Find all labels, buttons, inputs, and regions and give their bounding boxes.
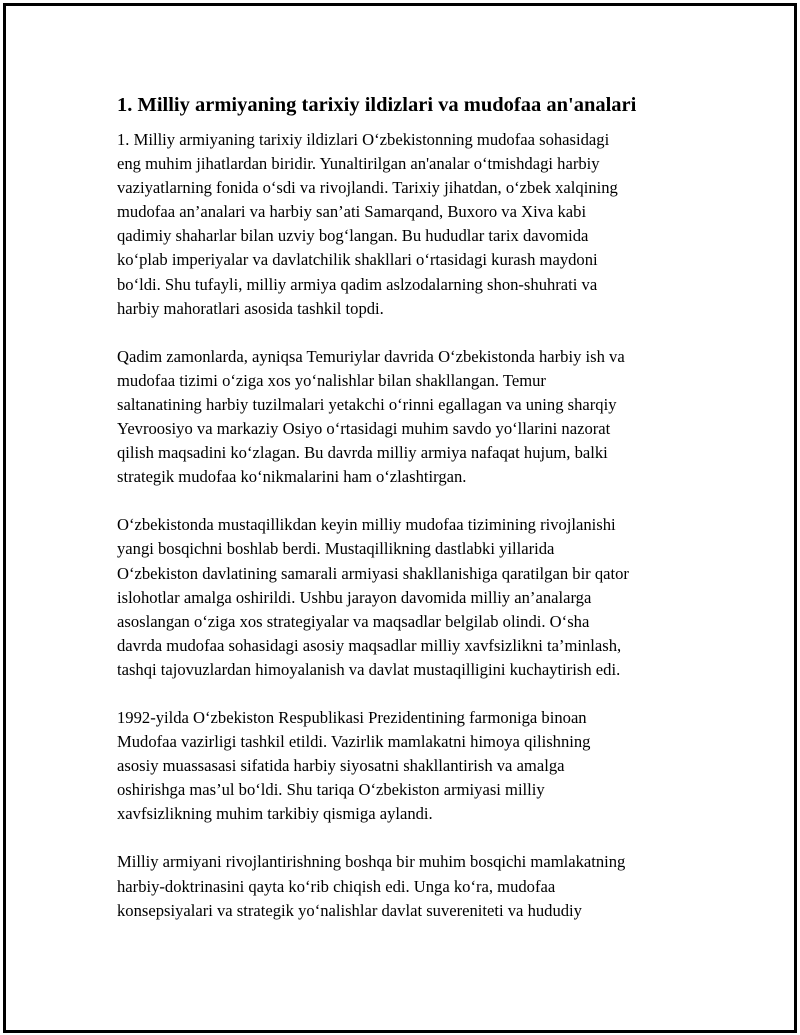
text-line: vaziyatlarning fonida o‘sdi va rivojlandi. Tarixiy jihatdan, o‘zbek xalqining — [117, 178, 618, 198]
text-line: harbiy mahoratlari asosida tashkil topdi. — [117, 298, 384, 318]
paragraph-5 — [117, 850, 692, 922]
text-line: Mudofaa vazirligi tashkil etildi. Vazirlik mamlakatni himoya qilishning — [117, 732, 591, 752]
text-line: harbiy-doktrinasini qayta ko‘rib chiqish edi. Unga ko‘ra, mudofaa — [117, 876, 556, 896]
text-line: konsepsiyalari va strategik yo‘nalishlar davlat suvereniteti va hududiy — [117, 900, 582, 920]
text-line: O‘zbekistonda mustaqillikdan keyin milliy mudofaa tizimining rivojlanishi — [117, 515, 616, 535]
text-line: yangi bosqichni boshlab berdi. Mustaqillikning dastlabki yillarida — [117, 539, 555, 559]
paragraph-4 — [117, 706, 692, 826]
text-line: eng muhim jihatlardan biridir. Yunaltirilgan an'analar o‘tmishdagi harbiy — [117, 154, 600, 174]
text-line: islohotlar amalga oshirildi. Ushbu jarayon davomida milliy an’analarga — [117, 587, 592, 607]
text-line: 1992-yilda O‘zbekiston Respublikasi Prezidentining farmoniga binoan — [117, 707, 587, 727]
text-line: bo‘ldi. Shu tufayli, milliy armiya qadim aslzodalarning shon-shuhrati va — [117, 274, 598, 294]
text-line: oshirishga mas’ul bo‘ldi. Shu tariqa O‘zbekiston armiyasi milliy — [117, 780, 545, 800]
text-line: qilish maqsadini ko‘zlagan. Bu davrda milliy armiya nafaqat hujum, balki — [117, 443, 608, 463]
text-line: davrda mudofaa sohasidagi asosiy maqsadlar milliy xavfsizlikni ta’minlash, — [117, 635, 622, 655]
paragraph-3 — [117, 513, 692, 682]
text-line: mudofaa an’analari va harbiy san’ati Samarqand, Buxoro va Xiva kabi — [117, 202, 587, 222]
text-line: saltanatining harbiy tuzilmalari yetakchi o‘rinni egallagan va uning sharqiy — [117, 394, 617, 414]
text-line: asoslangan o‘ziga xos strategiyalar va maqsadlar belgilab olindi. O‘sha — [117, 611, 590, 631]
text-line: O‘zbekiston davlatining samarali armiyasi shakllanishiga qaratilgan bir qator — [117, 563, 629, 583]
paragraph-1 — [117, 128, 692, 321]
text-line: asosiy muassasasi sifatida harbiy siyosatni shakllantirish va amalga — [117, 756, 565, 776]
text-line: ko‘plab imperiyalar va davlatchilik shakllari o‘rtasidagi kurash maydoni — [117, 250, 598, 270]
text-line: Milliy armiyani rivojlantirishning boshqa bir muhim bosqichi mamlakatning — [117, 852, 626, 872]
paragraph-2 — [117, 345, 692, 490]
text-line: 1. Milliy armiyaning tarixiy ildizlari O‘zbekistonning mudofaa sohasidagi — [117, 130, 610, 149]
text-line: Qadim zamonlarda, ayniqsa Temuriylar davrida O‘zbekistonda harbiy ish va — [117, 346, 625, 366]
text-line: tashqi tajovuzlardan himoyalanish va davlat mustaqilligini kuchaytirish edi. — [117, 659, 621, 679]
document-body — [117, 90, 692, 947]
text-line: Yevroosiyo va markaziy Osiyo o‘rtasidagi muhim savdo yo‘llarini nazorat — [117, 419, 611, 439]
text-line: xavfsizlikning muhim tarkibiy qismiga aylandi. — [117, 804, 433, 824]
text-line: strategik mudofaa ko‘nikmalarini ham o‘zlashtirgan. — [117, 467, 467, 487]
section-heading: 1. Milliy armiyaning tarixiy ildizlari va mudofaa an'analari — [117, 94, 637, 116]
text-line: qadimiy shaharlar bilan uzviy bog‘langan. Bu hududlar tarix davomida — [117, 226, 589, 246]
text-line: mudofaa tizimi o‘ziga xos yo‘nalishlar bilan shakllangan. Temur — [117, 370, 546, 390]
